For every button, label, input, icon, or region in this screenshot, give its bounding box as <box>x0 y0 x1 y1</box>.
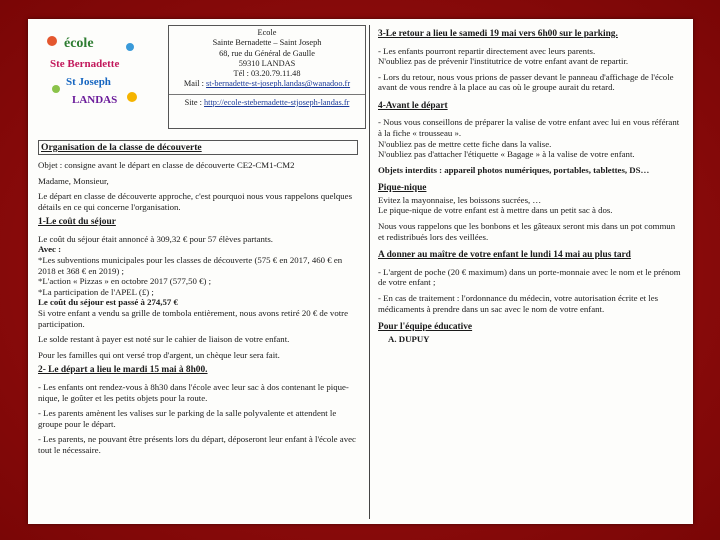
column-divider <box>369 25 370 519</box>
section-give-title: A donner au maître de votre enfant le lundi 14 mai au plus tard <box>378 250 631 261</box>
section-1-title: 1-Le coût du séjour <box>38 217 116 228</box>
intro-paragraph: Le départ en classe de découverte approche, c'est pourquoi nous vous rappelons quelques détails en ce qui concerne l'organisation. <box>38 191 353 212</box>
departure-meeting: - Les enfants ont rendez-vous à 8h30 dans l'école avec leur sac à dos contenant le pique-nique, le goûter et les petits objets pour la route. <box>38 381 349 403</box>
logo-text-landas: LANDAS <box>72 94 118 106</box>
return-parents: - Les enfants pourront repartir directement avec leurs parents. <box>378 45 596 56</box>
section-2-title: 2- Le départ a lieu le mardi 15 mai à 8h00. <box>38 365 208 376</box>
balance-paragraph: Le solde restant à payer est noté sur le cahier de liaison de votre enfant. <box>38 334 290 345</box>
departure-absent-parents: - Les parents, ne pouvant être présents lors du départ, déposeront leur enfant à l'école avec tout le nécessaire. <box>38 434 356 455</box>
refund-paragraph: Pour les familles qui ont versé trop d'argent, un chèque leur sera fait. <box>38 349 280 360</box>
logo-text-joseph: St Joseph <box>66 76 111 88</box>
picnic-avoid: Evitez la mayonnaise, les boissons sucrées, … <box>378 194 542 205</box>
site-label: Site : <box>184 97 202 107</box>
section-3-title: 3-Le retour a lieu le samedi 19 mai vers 6h00 sur le parking. <box>378 29 618 39</box>
signature-title: Pour l'équipe éducative <box>378 322 473 333</box>
return-notify: N'oubliez pas de prévenir l'institutrice de votre enfant avant de repartir. <box>378 56 629 67</box>
section-4-title: 4-Avant le départ <box>378 100 448 111</box>
tombola-paragraph: Si votre enfant a vendu sa grille de tombola entièrement, nous avons retiré 20 € de votre participation. <box>38 308 348 329</box>
school-logo <box>42 27 142 111</box>
objet-line: Objet : consigne avant le départ en classe de découverte CE2-CM1-CM2 <box>38 160 295 170</box>
return-board: - Lors du retour, nous vous prions de passer devant le panneau d'affichage de l'école avant de vous rendre à la place au cas où le groupe aurait du retard. <box>378 71 674 93</box>
new-cost-line: Le coût du séjour est passé à 274,57 € <box>38 297 178 308</box>
picnic-bag: Le pique-nique de votre enfant est à mettre dans un petit sac à dos. <box>378 205 613 216</box>
prep-label: N'oubliez pas d'attacher l'étiquette « Bagage » à la valise de votre enfant. <box>378 149 635 160</box>
school-name: Sainte Bernadette – Saint Joseph <box>212 38 322 48</box>
cost-announced: Le coût du séjour était annoncé à 309,32 € pour 57 élèves partants. <box>38 233 273 244</box>
candy-reminder: Nous vous rappelons que les bonbons et les gâteaux seront mis dans un pot commun et redistribués lors des veillées. <box>378 221 676 242</box>
forbidden-items: Objets interdits : appareil photos numériques, portables, tablettes, DS… <box>378 164 650 175</box>
pocket-money: - L'argent de poche (20 € maximum) dans un porte-monnaie avec le nom et le prénom de votre enfant ; <box>378 266 681 288</box>
signature-name: A. DUPUY <box>388 333 430 344</box>
document-title: Organisation de la classe de découverte <box>38 140 358 155</box>
departure-luggage: - Les parents amènent les valises sur le parking de la salle polyvalente et attendent le groupe pour le départ. <box>38 408 337 429</box>
prep-sheet: N'oubliez pas de mettre cette fiche dans la valise. <box>378 138 552 149</box>
school-phone: Tél : 03.20.79.11.48 <box>233 69 301 79</box>
logo-text-ecole: école <box>64 36 94 51</box>
school-street: 68, rue du Général de Gaulle <box>219 48 315 58</box>
site-link[interactable]: http://ecole-stebernadette-stjoseph-landas.fr <box>204 97 350 107</box>
school-city: 59310 LANDAS <box>238 58 296 68</box>
medical-treatment: - En cas de traitement : l'ordonnance du médecin, votre autorisation écrite et les médicaments à prendre dans un sac avec le nom de votre enfant. <box>378 292 659 314</box>
school-mail-line <box>169 79 365 89</box>
school-address-box <box>168 25 366 129</box>
salutation: Madame, Monsieur, <box>38 175 109 186</box>
left-body <box>38 137 358 455</box>
pizza-line: *L'action « Pizzas » en octobre 2017 (577,50 €) ; <box>38 276 212 287</box>
logo-text-bernadette: Ste Bernadette <box>50 58 120 70</box>
document-page <box>28 19 693 524</box>
apel-line: *La participation de l'APEL (£) ; <box>38 286 154 297</box>
prep-suitcase: - Nous vous conseillons de préparer la valise de votre enfant avec lui en vous référant à la fiche « trousseau ». <box>378 117 680 138</box>
school-site-line <box>169 94 365 108</box>
subsidies-line: *Les subventions municipales pour les classes de découverte (575 € en 2017, 460 € en 2018 et 368 € en 2019) ; <box>38 255 343 276</box>
mail-label: Mail : <box>183 79 204 89</box>
school-label: Ecole <box>257 28 277 37</box>
picnic-title: Pique-nique <box>378 183 427 194</box>
right-column <box>378 29 683 344</box>
avec-label: Avec : <box>38 244 62 255</box>
mail-link[interactable]: st-bernadette-st-joseph.landas@wanadoo.fr <box>206 79 351 89</box>
